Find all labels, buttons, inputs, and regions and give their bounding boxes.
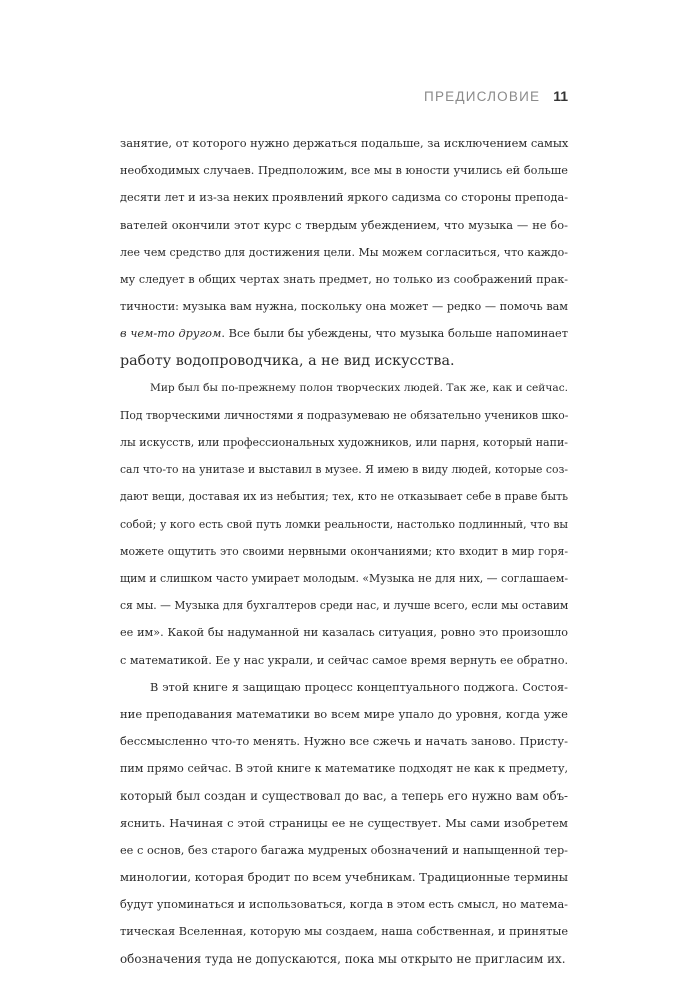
text-line: тичности: музыка вам нужна, поскольку она может — редко — помочь вам xyxy=(120,300,568,314)
page-number: 11 xyxy=(553,88,568,104)
text-line: минологии, которая бродит по всем учебникам. Традиционные термины xyxy=(120,870,569,885)
text-line: тическая Вселенная, которую мы создаем, наша собственная, и принятые xyxy=(120,925,569,939)
text-line: ее им». Какой бы надуманной ни казалась ситуация, ровно это произошло xyxy=(120,626,568,640)
text-line: с математикой. Ее у нас украли, и сейчас самое время вернуть ее обратно. xyxy=(120,653,569,667)
section-title: ПРЕДИСЛОВИЕ xyxy=(424,89,541,104)
text-line: ние преподавания математики во всем мире упало до уровня, когда уже xyxy=(120,706,568,721)
text-line: сал что-то на унитазе и выставил в музее. Я имею в виду людей, которые соз- xyxy=(120,463,568,477)
text-line: пим прямо сейчас. В этой книге к математике подходят не как к предмету, xyxy=(120,762,568,776)
text-line xyxy=(120,320,568,347)
text-line: можете ощутить это своими нервными окончаниями; кто входит в мир горя- xyxy=(120,544,568,558)
text-line: работу водопроводчика, а не вид искусства. xyxy=(120,352,455,369)
text-line: ее с основ, без старого багажа мудреных обозначений и напыщенной тер- xyxy=(120,843,568,857)
text-line: необходимых случаев. Предположим, все мы в юности учились ей больше xyxy=(120,164,568,178)
text-line: собой; у кого есть свой путь ломки реальности, настолько подлинный, что вы xyxy=(120,517,568,531)
text-line: десяти лет и из-за неких проявлений яркого садизма со стороны препода- xyxy=(120,191,569,205)
text-line: В этой книге я защищаю процесс концептуального поджога. Состоя- xyxy=(150,680,568,694)
text-line: яснить. Начиная с этой страницы ее не существует. Мы сами изобретем xyxy=(120,815,568,830)
text-line: дают вещи, доставая их из небытия; тех, кто не отказывает себе в праве быть xyxy=(120,490,568,504)
text-line: вателей окончили этот курс с твердым убеждением, что музыка — не бо- xyxy=(120,217,568,232)
text-line: обозначения туда не допускаются, пока мы открыто не пригласим их. xyxy=(120,951,566,966)
emphasis-text: в чем-то другом xyxy=(120,327,222,341)
text-line: бессмысленно что-то менять. Нужно все сжечь и начать заново. Присту- xyxy=(120,734,568,749)
body-text xyxy=(120,130,568,973)
text-line: который был создан и существовал до вас, а теперь его нужно вам объ- xyxy=(120,788,568,803)
running-header xyxy=(424,88,568,104)
text-line: лы искусств, или профессиональных художников, или парня, который напи- xyxy=(120,436,568,450)
text-line: щим и слишком часто умирает молодым. «Музыка не для них, — соглашаем- xyxy=(120,572,569,585)
text-line: му следует в общих чертах знать предмет, но только из соображений прак- xyxy=(120,272,568,286)
text-line: Мир был бы по-прежнему полон творческих людей. Так же, как и сейчас. xyxy=(150,381,568,394)
text-line: ся мы. — Музыка для бухгалтеров среди нас, и лучше всего, если мы оставим xyxy=(120,599,569,613)
text-line: Под творческими личностями я подразумеваю не обязательно учеников шко- xyxy=(120,408,569,422)
text-span: . Все были бы убеждены, что музыка больше напоминает xyxy=(221,327,568,341)
text-line: будут упоминаться и использоваться, когда в этом есть смысл, но матема- xyxy=(120,898,568,912)
text-line: лее чем средство для достижения цели. Мы можем согласиться, что каждо- xyxy=(120,245,568,259)
text-line: занятие, от которого нужно держаться подальше, за исключением самых xyxy=(120,136,569,150)
